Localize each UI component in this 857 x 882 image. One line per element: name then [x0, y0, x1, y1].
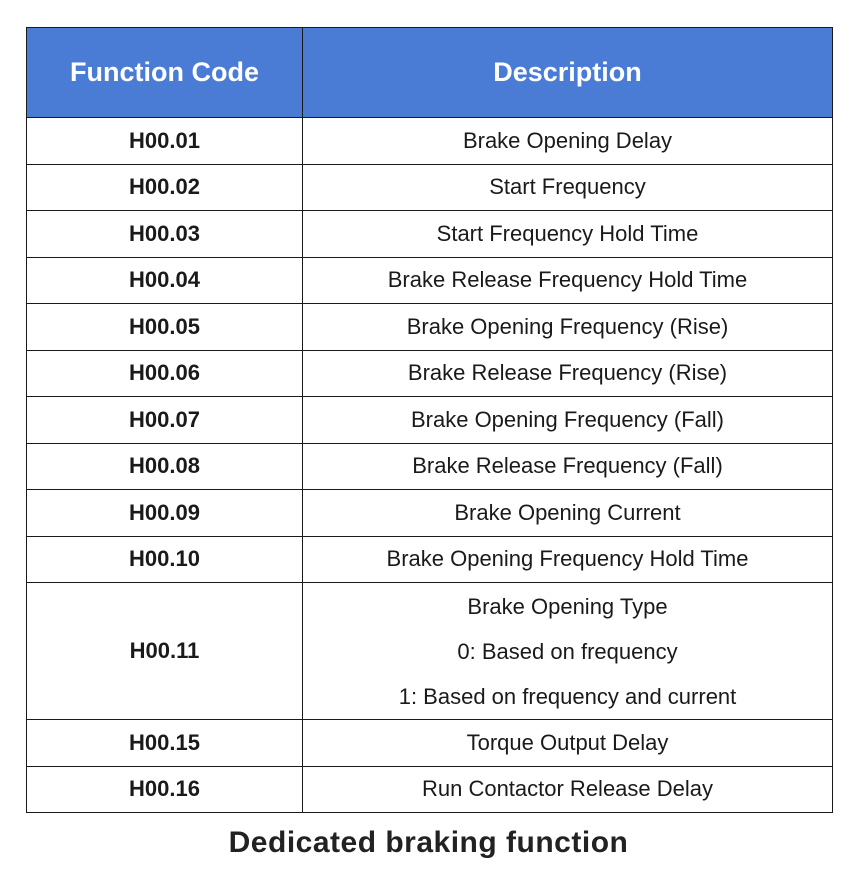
table-row [27, 304, 833, 351]
description-cell: Start Frequency [303, 164, 833, 211]
description-cell: Brake Opening Current [303, 490, 833, 537]
header-function-code: Function Code [27, 28, 303, 118]
function-code-cell: H00.15 [27, 720, 303, 767]
table-row [27, 211, 833, 258]
description-line: Brake Opening Type [467, 593, 668, 619]
table-row [27, 350, 833, 397]
function-code-table [26, 27, 833, 813]
description-cell: Brake Opening Frequency Hold Time [303, 536, 833, 583]
table-row [27, 490, 833, 537]
description-line: 0: Based on frequency [457, 638, 678, 664]
function-code-table-container [26, 27, 832, 813]
table-row [27, 720, 833, 767]
description-cell [303, 583, 833, 720]
description-cell: Brake Opening Delay [303, 118, 833, 165]
description-line: 1: Based on frequency and current [398, 683, 737, 709]
table-caption: Dedicated braking function [228, 826, 629, 859]
table-row [27, 118, 833, 165]
table-row [27, 164, 833, 211]
description-cell: Start Frequency Hold Time [303, 211, 833, 258]
function-code-cell: H00.16 [27, 766, 303, 813]
header-description: Description [303, 28, 833, 118]
table-row [27, 443, 833, 490]
function-code-cell: H00.07 [27, 397, 303, 444]
description-cell: Brake Release Frequency (Rise) [303, 350, 833, 397]
function-code-cell: H00.08 [27, 443, 303, 490]
table-header-row [27, 28, 833, 118]
description-cell: Brake Release Frequency (Fall) [303, 443, 833, 490]
function-code-cell: H00.11 [27, 583, 303, 720]
description-cell: Run Contactor Release Delay [303, 766, 833, 813]
table-row [27, 536, 833, 583]
function-code-cell: H00.01 [27, 118, 303, 165]
table-row [27, 257, 833, 304]
description-cell: Torque Output Delay [303, 720, 833, 767]
function-code-cell: H00.05 [27, 304, 303, 351]
description-cell: Brake Opening Frequency (Rise) [303, 304, 833, 351]
function-code-cell: H00.10 [27, 536, 303, 583]
function-code-cell: H00.09 [27, 490, 303, 537]
function-code-cell: H00.02 [27, 164, 303, 211]
table-row [27, 766, 833, 813]
table-row [27, 583, 833, 720]
table-row [27, 397, 833, 444]
description-cell: Brake Opening Frequency (Fall) [303, 397, 833, 444]
function-code-cell: H00.03 [27, 211, 303, 258]
function-code-cell: H00.04 [27, 257, 303, 304]
function-code-cell: H00.06 [27, 350, 303, 397]
description-cell: Brake Release Frequency Hold Time [303, 257, 833, 304]
